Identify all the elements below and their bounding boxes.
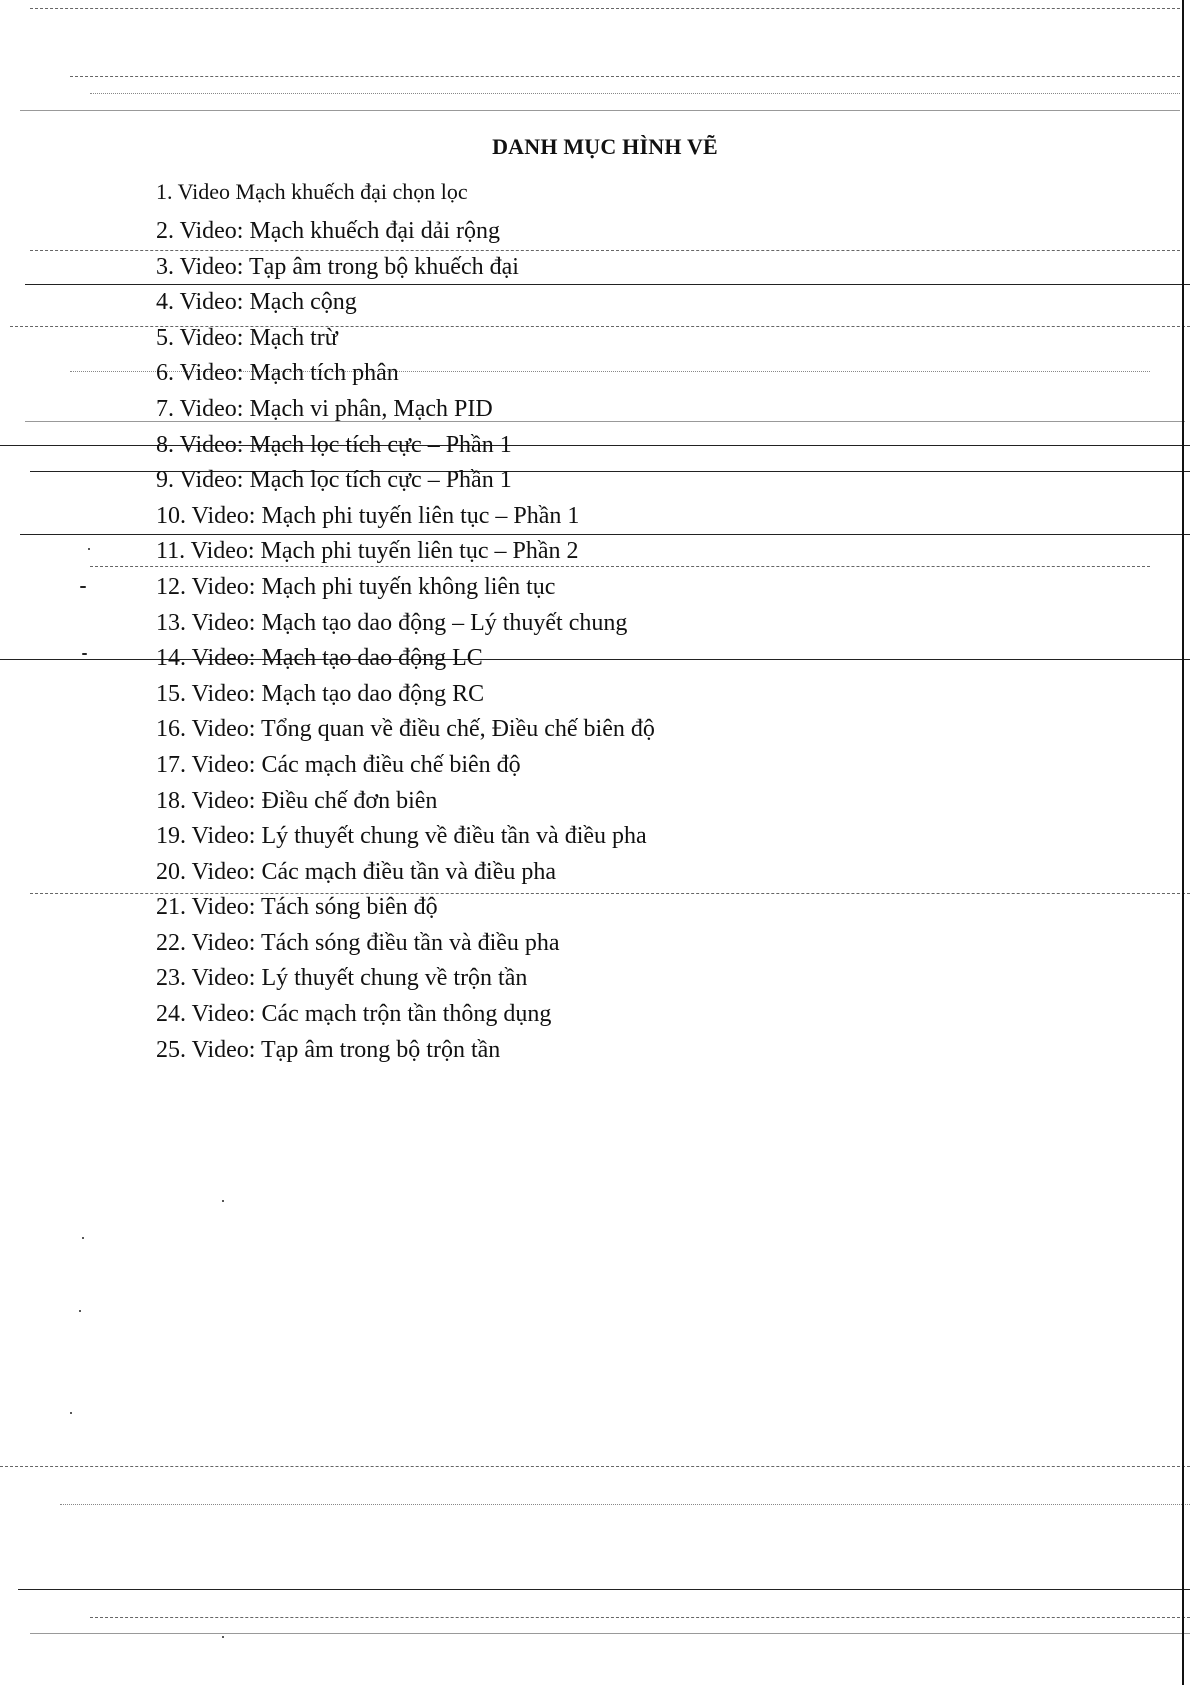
scan-edge: [1182, 0, 1184, 1685]
list-item: 17. Video: Các mạch điều chế biên độ: [156, 751, 521, 778]
list-item: 23. Video: Lý thuyết chung về trộn tần: [156, 965, 528, 992]
scan-line: [20, 110, 1180, 111]
scan-speck: [80, 586, 86, 588]
list-item: 1. Video Mạch khuếch đại chọn lọc: [156, 179, 468, 204]
list-item: 8. Video: Mạch lọc tích cực – Phần 1: [156, 431, 512, 458]
list-item: 15. Video: Mạch tạo dao động RC: [156, 680, 485, 707]
list-item: 9. Video: Mạch lọc tích cực – Phần 1: [156, 467, 512, 494]
list-item: 13. Video: Mạch tạo dao động – Lý thuyết chung: [156, 609, 628, 636]
scan-speck: [222, 1200, 224, 1202]
scan-speck: [70, 1412, 72, 1414]
list-item: 2. Video: Mạch khuếch đại dải rộng: [156, 218, 501, 244]
scan-line: [90, 1617, 1190, 1618]
scan-line: [18, 1589, 1190, 1590]
list-item: 20. Video: Các mạch điều tần và điều pha: [156, 858, 556, 885]
scan-speck: [82, 653, 87, 655]
figure-list: [156, 174, 655, 1068]
list-item: 12. Video: Mạch phi tuyến không liên tục: [156, 573, 556, 600]
list-item: 6. Video: Mạch tích phân: [156, 360, 399, 387]
scan-line: [90, 93, 1180, 94]
list-item: 16. Video: Tổng quan về điều chế, Điều chế biên độ: [156, 716, 655, 743]
list-item: 24. Video: Các mạch trộn tần thông dụng: [156, 1001, 552, 1028]
scan-line: [70, 76, 1180, 77]
scan-speck: [82, 1237, 84, 1239]
list-item: 3. Video: Tạp âm trong bộ khuếch đại: [156, 253, 519, 280]
page-title: DANH MỤC HÌNH VẼ: [492, 134, 718, 159]
scan-line: [60, 1504, 1190, 1505]
scan-speck: [88, 548, 90, 550]
list-item: 25. Video: Tạp âm trong bộ trộn tần: [156, 1036, 501, 1063]
list-item: 4. Video: Mạch cộng: [156, 289, 357, 316]
scan-speck: [79, 1310, 81, 1312]
list-item: 11. Video: Mạch phi tuyến liên tục – Phần 2: [156, 538, 579, 565]
list-item: 18. Video: Điều chế đơn biên: [156, 787, 438, 814]
scan-speck: [222, 1636, 224, 1638]
scan-line: [0, 1466, 1190, 1467]
list-item: 10. Video: Mạch phi tuyến liên tục – Phần 1: [156, 502, 580, 529]
list-item: 7. Video: Mạch vi phân, Mạch PID: [156, 395, 493, 422]
list-item: 22. Video: Tách sóng điều tần và điều pha: [156, 929, 560, 956]
scan-line: [30, 8, 1180, 9]
scan-line: [30, 1633, 1190, 1634]
list-item: 19. Video: Lý thuyết chung về điều tần và điều pha: [156, 823, 647, 850]
list-item: 21. Video: Tách sóng biên độ: [156, 894, 438, 921]
list-item: 14. Video: Mạch tạo dao động LC: [156, 645, 483, 672]
list-item: 5. Video: Mạch trừ: [156, 324, 338, 351]
